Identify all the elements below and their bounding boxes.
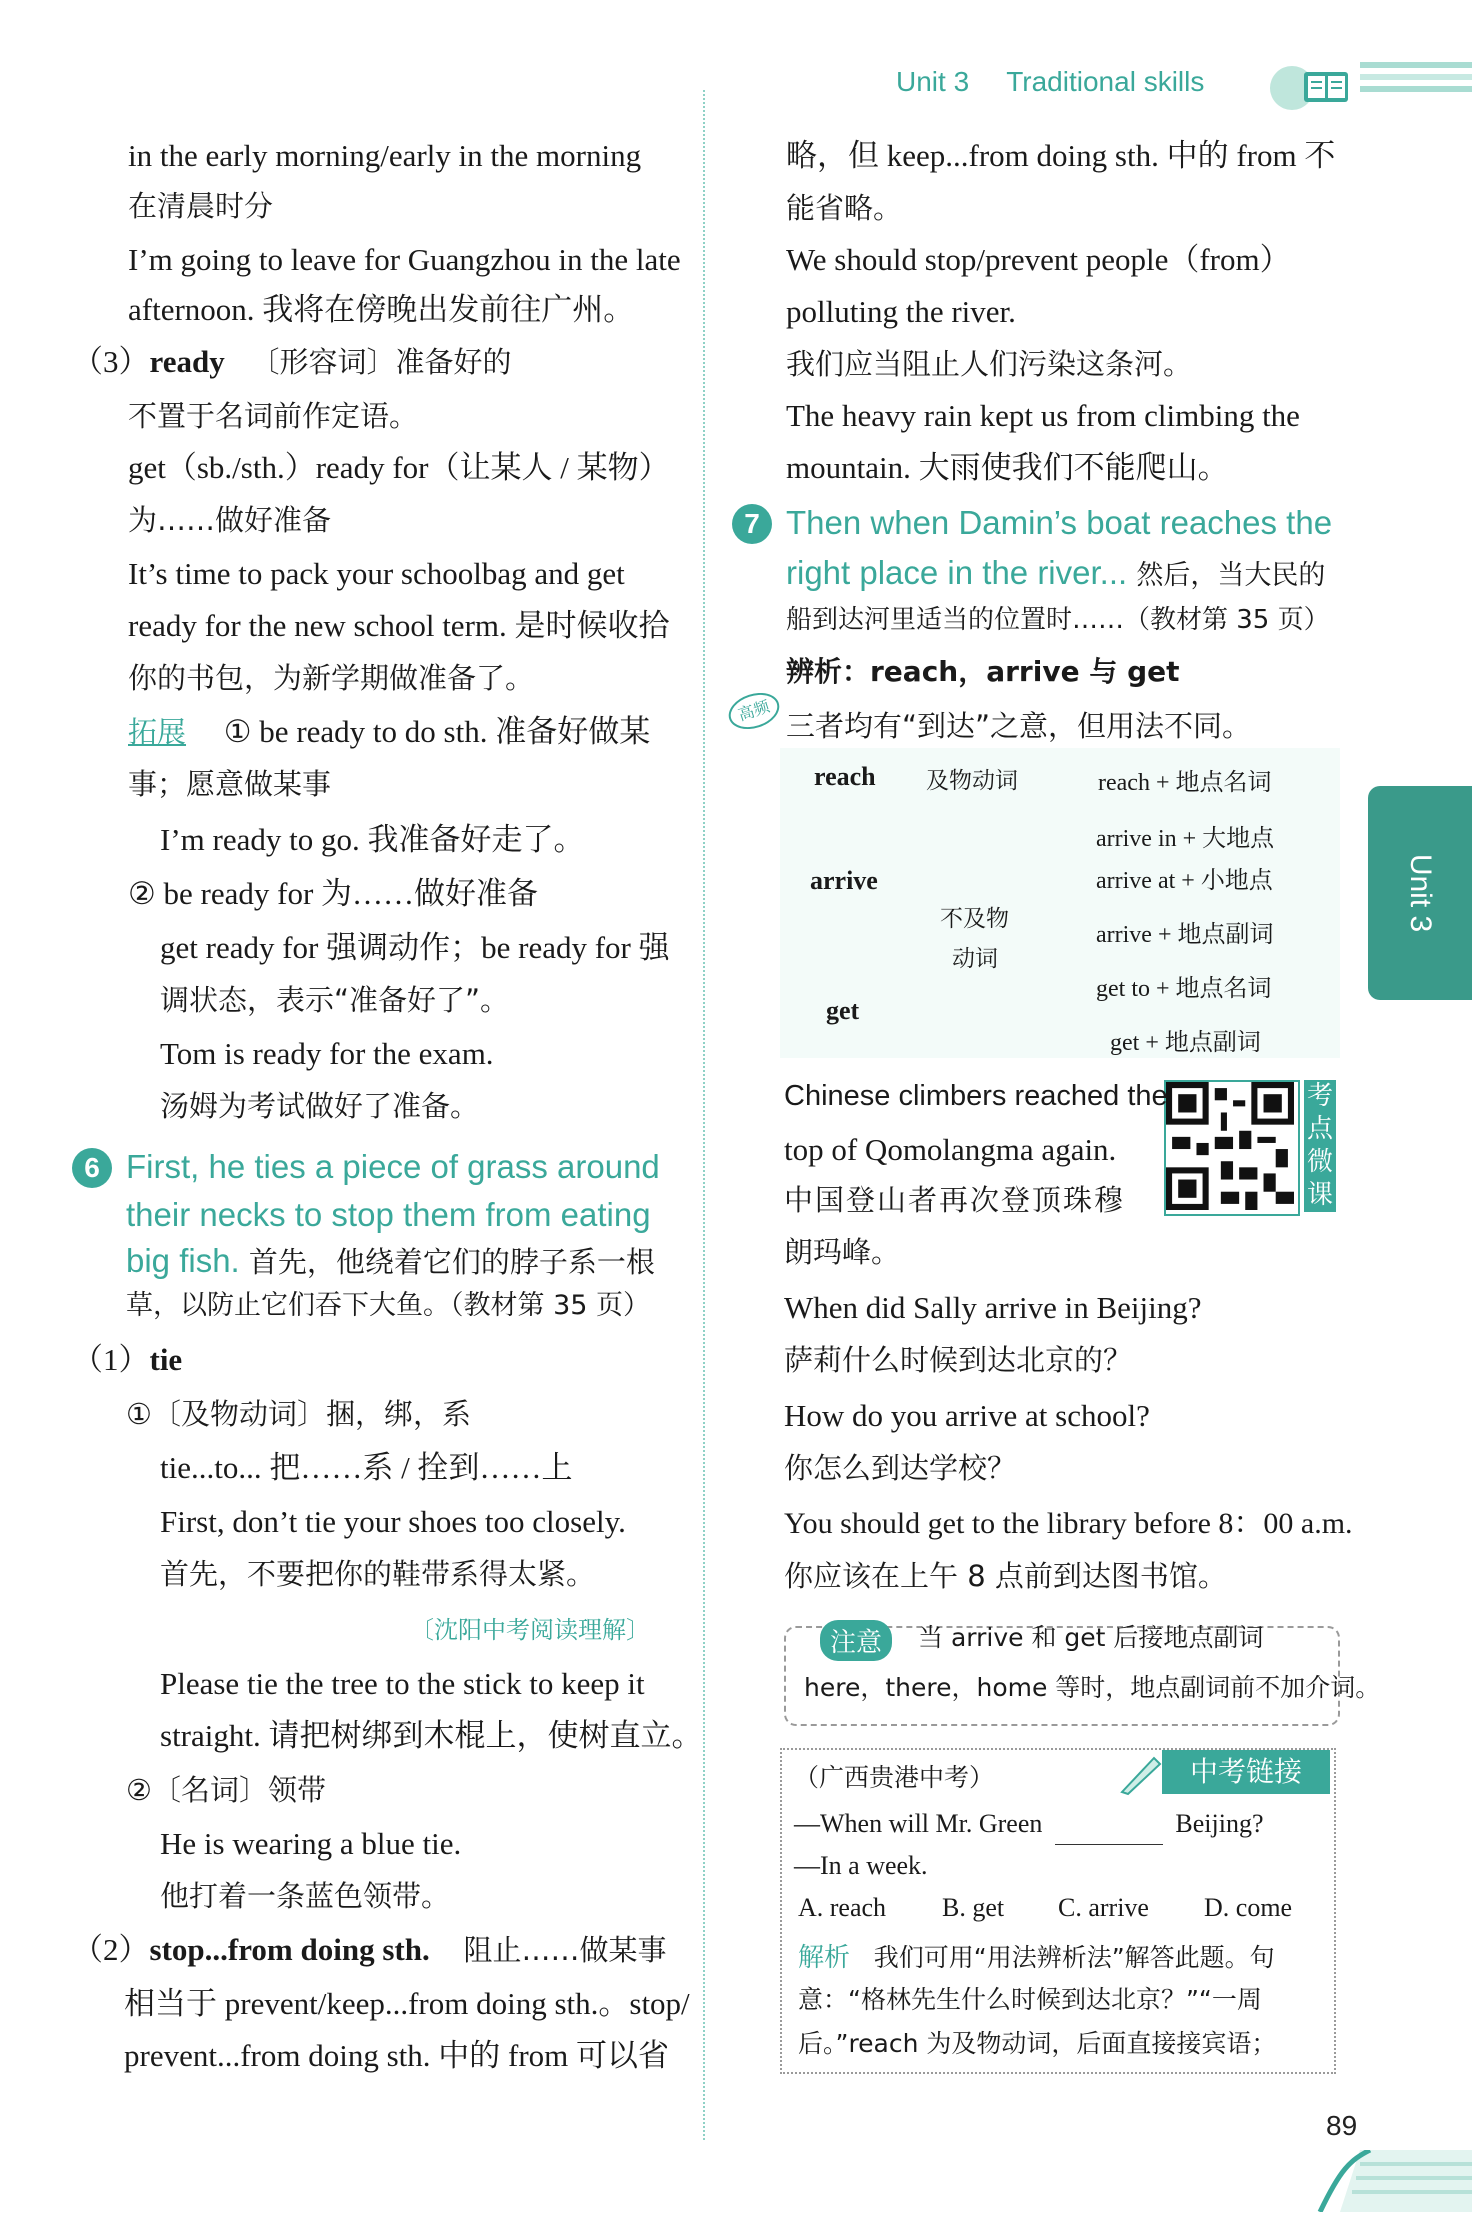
section-3-header [72,342,511,382]
exam-option-a: A. reach [798,1893,887,1922]
header-stripes [1360,62,1472,102]
analysis-title: 辨析：reach，arrive 与 get [786,655,1180,688]
page-number: 89 [1326,2110,1358,2141]
right-line-5: 我们应当阻止人们污染这条河。 [786,347,1193,381]
unit-side-tab [1368,786,1472,1000]
q6-heading-3-cn: 首先，他绕着它们的脖子系一根 [248,1245,655,1279]
left-line-6: 不置于名词前作定语。 [128,399,419,433]
right-line-15: How do you arrive at school? [784,1398,1150,1433]
left-line-27: He is wearing a blue tie. [160,1826,462,1861]
right-line-8: 三者均有“到达”之意，但用法不同。 [786,709,1252,743]
stop-from-meaning: 阻止……做某事 [463,1933,667,1967]
left-line-29: 相当于 prevent/keep...from doing sth.。stop/ [124,1986,690,2021]
q6-heading-4: 草，以防止它们吞下大鱼。（教材第 35 页） [126,1290,651,1321]
exam-analysis-1 [798,1936,1275,1978]
table-get: get [826,996,860,1025]
page-header [896,66,1204,98]
left-line-2: 在清晨时分 [128,189,274,223]
q7-heading-2 [786,550,1325,599]
left-line-7: get（sb./sth.）ready for（让某人 / 某物） [128,450,670,485]
left-line-16: get ready for 强调动作；be ready for 强 [160,930,670,965]
left-line-17: 调状态，表示“准备好了”。 [160,983,510,1017]
right-line-18: 你应该在上午 8 点前到达图书馆。 [784,1559,1227,1593]
table-vi-1: 不及物 [940,906,1009,932]
table-get-to: get to + 地点名词 [1096,976,1272,1002]
left-line-13: 事；愿意做某事 [128,767,332,801]
qr-label: 考点微课 [1304,1080,1336,1212]
left-line-22: First, don’t tie your shoes too closely. [160,1504,626,1539]
q6-heading-3-en: big fish. [126,1242,240,1279]
right-line-11: 中国登山者再次登顶珠穆 [784,1183,1126,1217]
left-line-3: I’m going to leave for Guangzhou in the late [128,242,681,277]
header-unit: Unit 3 [896,66,970,97]
tie-number: （1） [72,1342,150,1377]
source-shenyang: 〔沈阳中考阅读理解〕 [410,1616,650,1644]
q7-heading-2-cn: 然后，当大民的 [1136,560,1326,591]
exam-source: （广西贵港中考） [794,1763,995,1792]
q6-heading-3 [126,1238,655,1285]
page-corner-stripes [1300,2150,1472,2217]
right-line-4: polluting the river. [786,294,1016,329]
left-line-24: Please tie the tree to the stick to keep it [160,1666,645,1701]
right-line-14: 萨莉什么时候到达北京的？ [784,1343,1133,1377]
note-line-2: here，there，home 等时，地点副词前不加介词。 [804,1673,1381,1702]
header-title: Traditional skills [1006,66,1205,97]
right-line-6: The heavy rain kept us from climbing the [786,398,1300,433]
left-line-21: tie...to... 把……系 / 拴到……上 [160,1450,573,1485]
exam-question-1 [794,1804,1263,1845]
high-frequency-badge: 高频 [724,687,784,735]
exam-analysis-line-1: 我们可用“用法辨析法”解答此题。句 [873,1943,1275,1972]
table-reach-use: reach + 地点名词 [1098,770,1272,796]
q7-heading-1: Then when Damin’s boat reaches the [786,504,1333,541]
exam-question-1a: —When will Mr. Green [794,1809,1043,1838]
exam-option-c: C. arrive [1058,1893,1149,1922]
table-vi-2: 动词 [952,946,998,972]
right-line-3: We should stop/prevent people（from） [786,242,1291,277]
q7-badge: 7 [732,504,772,544]
note-line-1: 当 arrive 和 get 后接地点副词 [918,1623,1264,1652]
right-line-2: 能省略。 [786,191,903,225]
left-line-4: afternoon. 我将在傍晚出发前往广州。 [128,292,635,327]
exam-link-label: 中考链接 [1162,1750,1330,1794]
left-line-26: ②〔名词〕领带 [126,1773,326,1807]
exam-question-1b: Beijing? [1175,1809,1264,1838]
left-line-1: in the early morning/early in the morning [128,138,642,173]
table-arrive: arrive [810,866,878,895]
column-divider [703,90,705,2140]
right-line-17: You should get to the library before 8：00 a.m. [784,1507,1353,1540]
left-line-11: 你的书包，为新学期做准备了。 [128,661,535,695]
tie-header [72,1340,182,1380]
tie-word: tie [149,1342,183,1377]
table-get-adv: get + 地点副词 [1110,1030,1261,1056]
left-line-14: I’m ready to go. 我准备好走了。 [160,822,585,857]
left-line-25: straight. 请把树绑到木棍上，使树直立。 [160,1718,703,1753]
table-arrive-in: arrive in + 大地点 [1096,826,1275,852]
exam-option-d: D. come [1204,1893,1293,1922]
exam-question-2: —In a week. [794,1851,928,1880]
right-line-10: top of Qomolangma again. [784,1132,1117,1167]
right-line-9: Chinese climbers reached the [784,1080,1168,1112]
exam-analysis-label: 解析 [798,1943,851,1973]
q7-heading-2-en: right place in the river... [786,554,1128,591]
left-line-20: ①〔及物动词〕捆，绑，系 [126,1397,471,1431]
q6-heading-2: their necks to stop them from eating [126,1196,651,1233]
table-reach: reach [814,762,876,791]
table-arrive-at: arrive at + 小地点 [1096,868,1273,894]
stop-from-number: （2） [72,1932,150,1967]
left-line-30: prevent...from doing sth. 中的 from 可以省 [124,2038,670,2073]
table-vt: 及物动词 [926,768,1018,794]
header-book-icon [1262,58,1362,117]
exam-analysis-line-3: 后。”reach 为及物动词，后面直接接宾语； [798,2029,1277,2058]
section-3-number: （3） [72,344,150,379]
left-line-8: 为……做好准备 [128,503,332,537]
section-3-pos: 〔形容词〕准备好的 [250,345,512,379]
section-3-word: ready [149,344,225,379]
pen-icon [1118,1752,1164,1801]
left-line-9: It’s time to pack your schoolbag and get [128,556,625,591]
right-line-13: When did Sally arrive in Beijing? [784,1290,1202,1325]
note-label: 注意 [820,1620,892,1661]
exam-option-b: B. get [942,1893,1005,1922]
left-line-28: 他打着一条蓝色领带。 [160,1879,451,1913]
qr-code-icon[interactable] [1164,1080,1300,1216]
stop-from-word: stop...from doing sth. [149,1932,430,1967]
left-line-19: 汤姆为考试做好了准备。 [160,1089,480,1123]
extension-label: 拓展 [128,715,187,749]
right-line-1: 略，但 keep...from doing sth. 中的 from 不 [786,138,1336,173]
right-line-16: 你怎么到达学校？ [784,1451,1017,1485]
q6-heading-1: First, he ties a piece of grass around [126,1148,660,1185]
left-line-15: ② be ready for 为……做好准备 [128,876,539,911]
table-arrive-adv: arrive + 地点副词 [1096,922,1274,948]
right-line-7: mountain. 大雨使我们不能爬山。 [786,450,1229,485]
exam-analysis-line-2: 意：“格林先生什么时候到达北京？”“一周 [798,1985,1262,2014]
unit-side-tab-label: Unit 3 [1404,853,1437,933]
exam-blank [1055,1804,1163,1845]
extension-block [128,712,650,752]
right-line-12: 朗玛峰。 [784,1235,901,1269]
left-line-18: Tom is ready for the exam. [160,1036,494,1071]
q7-heading-3: 船到达河里适当的位置时……（教材第 35 页） [786,605,1330,635]
q6-badge: 6 [72,1148,112,1188]
stop-from-header [72,1930,666,1970]
left-line-23: 首先，不要把你的鞋带系得太紧。 [160,1557,596,1591]
left-line-10: ready for the new school term. 是时候收拾 [128,608,670,643]
left-line-12: ① be ready to do sth. 准备好做某 [223,714,651,749]
